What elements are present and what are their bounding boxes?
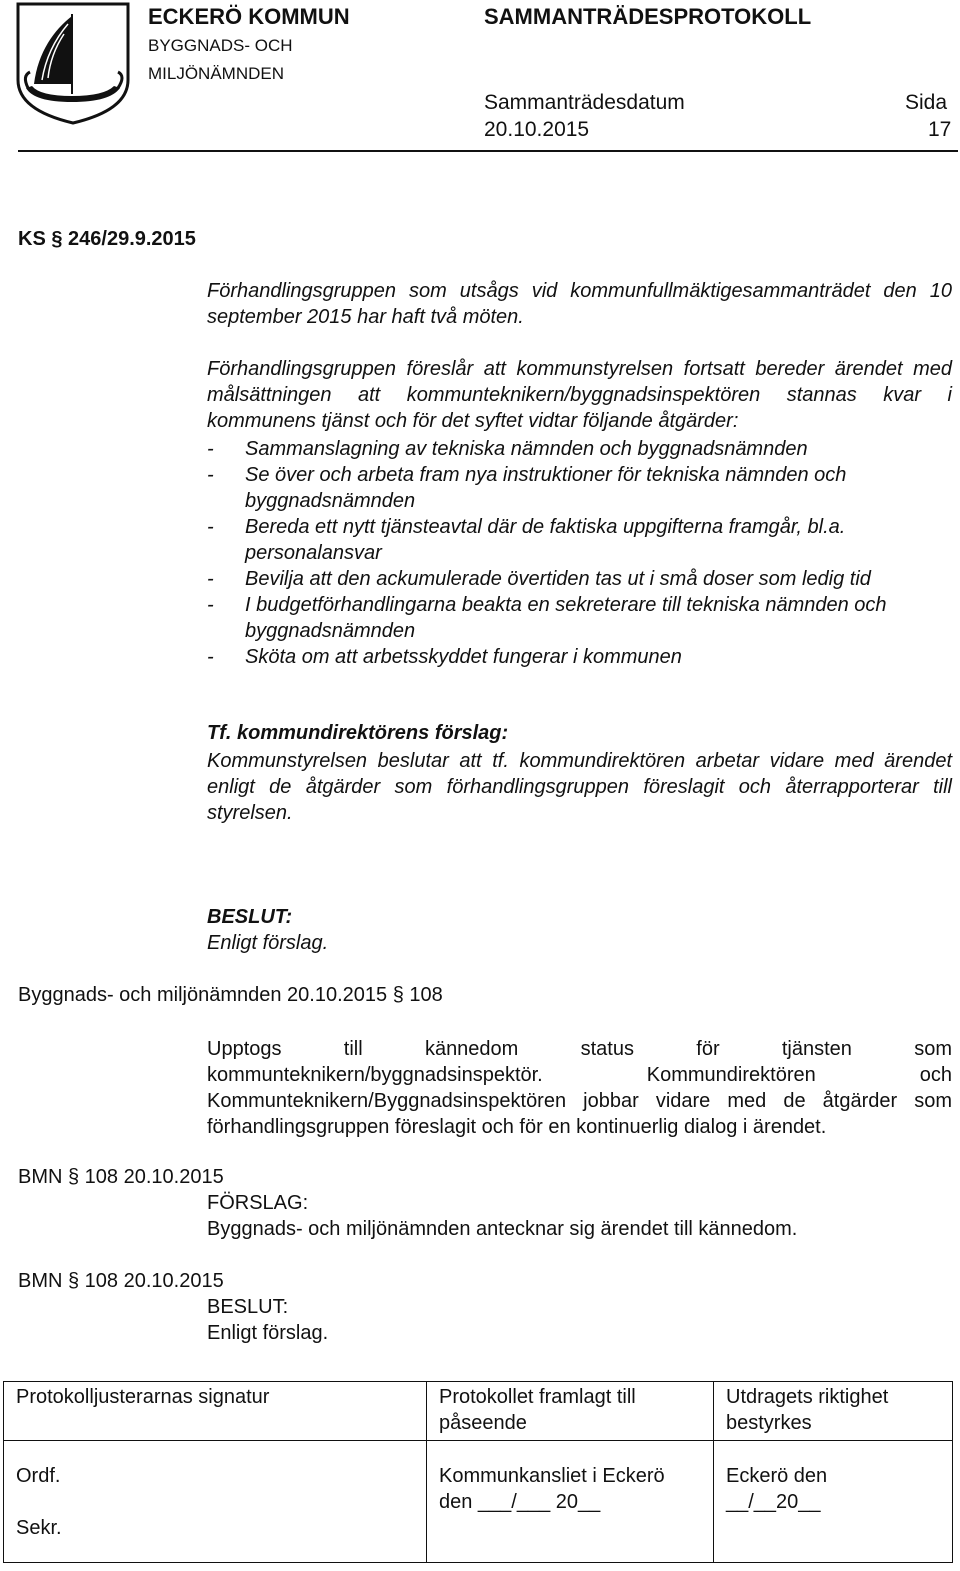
ks-proposal-text: Kommunstyrelsen beslutar att tf. kommundirektören arbetar vidare med ärendet enligt de åtgärder som förhandlingsgruppen föreslagit och återrapporterar till styrelsen. (207, 750, 952, 824)
certified-header: Utdragets riktighet bestyrkes (714, 1382, 953, 1441)
posted-date-line: den ___/___ 20__ (439, 1491, 601, 1513)
date-value: 20.10.2015 (484, 118, 590, 141)
posted-cell (427, 1441, 714, 1563)
ks-decision-text: Enligt förslag. (207, 932, 329, 954)
list-item: - Se över och arbeta fram nya instruktioner för tekniska nämnden och byggnadsnämnden (207, 464, 847, 512)
org-name: ECKERÖ KOMMUN (148, 4, 350, 29)
certified-cell (714, 1441, 953, 1563)
committee-line1: BYGGNADS- OCH (148, 36, 293, 55)
committee-line2: MILJÖNÄMNDEN (148, 64, 285, 83)
header-rule (18, 150, 958, 152)
document-type: SAMMANTRÄDESPROTOKOLL (484, 4, 812, 29)
ks-reference: KS § 246/29.9.2015 (18, 228, 196, 250)
bmn-decision-heading: BESLUT: (207, 1296, 289, 1318)
posted-location: Kommunkansliet i Eckerö (439, 1465, 665, 1487)
ks-decision-heading: BESLUT: (207, 906, 293, 928)
date-label: Sammanträdesdatum (484, 91, 685, 114)
bmn-decision-reference: BMN § 108 20.10.2015 (18, 1270, 224, 1292)
page-number: 17 (928, 118, 952, 141)
page-label: Sida (905, 91, 948, 114)
certified-date-line: __/__20__ (726, 1491, 821, 1513)
chair-label: Ordf. (16, 1465, 61, 1487)
ks-intro-paragraph: Förhandlingsgruppen som utsågs vid kommunfullmäktigesammanträdet den 10 september 2015 har haft två möten. (207, 280, 952, 328)
certified-location: Eckerö den (726, 1465, 828, 1487)
signature-table (3, 1381, 953, 1563)
bmn-decision-text: Enligt förslag. (207, 1322, 329, 1344)
signature-cell (4, 1441, 427, 1563)
bmn-proposal-reference: BMN § 108 20.10.2015 (18, 1166, 224, 1188)
list-item: - I budgetförhandlingarna beakta en sekreterare till tekniska nämnden och byggnadsnämnden (207, 594, 887, 642)
list-item: - Bereda ett nytt tjänsteavtal där de faktiska uppgifterna framgår, bl.a. personalansvar (207, 516, 846, 564)
secretary-label: Sekr. (16, 1517, 62, 1539)
bmn-proposal-heading: FÖRSLAG: (207, 1192, 309, 1214)
list-item: - Bevilja att den ackumulerade övertiden tas ut i små doser som ledig tid (207, 568, 871, 590)
bmn-reference: Byggnads- och miljönämnden 20.10.2015 § 108 (18, 984, 443, 1006)
ks-proposal-heading: Tf. kommundirektörens förslag: (207, 722, 509, 744)
signature-header: Protokolljusterarnas signatur (4, 1382, 427, 1441)
list-item: - Sammanslagning av tekniska nämnden och byggnadsnämnden (207, 438, 808, 460)
ks-action-list (207, 436, 952, 670)
ks-proposal-paragraph: Förhandlingsgruppen föreslår att kommunstyrelsen fortsatt bereder ärendet med målsättningen att kommunteknikern/byggnadsinspektören stannas kvar i kommunens tjänst och för det syftet vidtar följande åtgärder: (207, 358, 952, 432)
bmn-proposal-text: Byggnads- och miljönämnden antecknar sig ärendet till kännedom. (207, 1218, 798, 1240)
posted-header: Protokollet framlagt till påseende (427, 1382, 714, 1441)
ship-emblem-icon (14, 2, 132, 125)
list-item: - Sköta om att arbetsskyddet fungerar i kommunen (207, 646, 682, 668)
bmn-status-text: Upptogs till kännedom status för tjänsten som kommunteknikern/byggnadsinspektör. Kommundirektören och Kommunteknikern/Byggnadsinspektören jobbar vidare med de åtgärder som förhandlingsgruppen föreslagit och för en kontinuerlig dialog i ärendet. (207, 1038, 952, 1138)
